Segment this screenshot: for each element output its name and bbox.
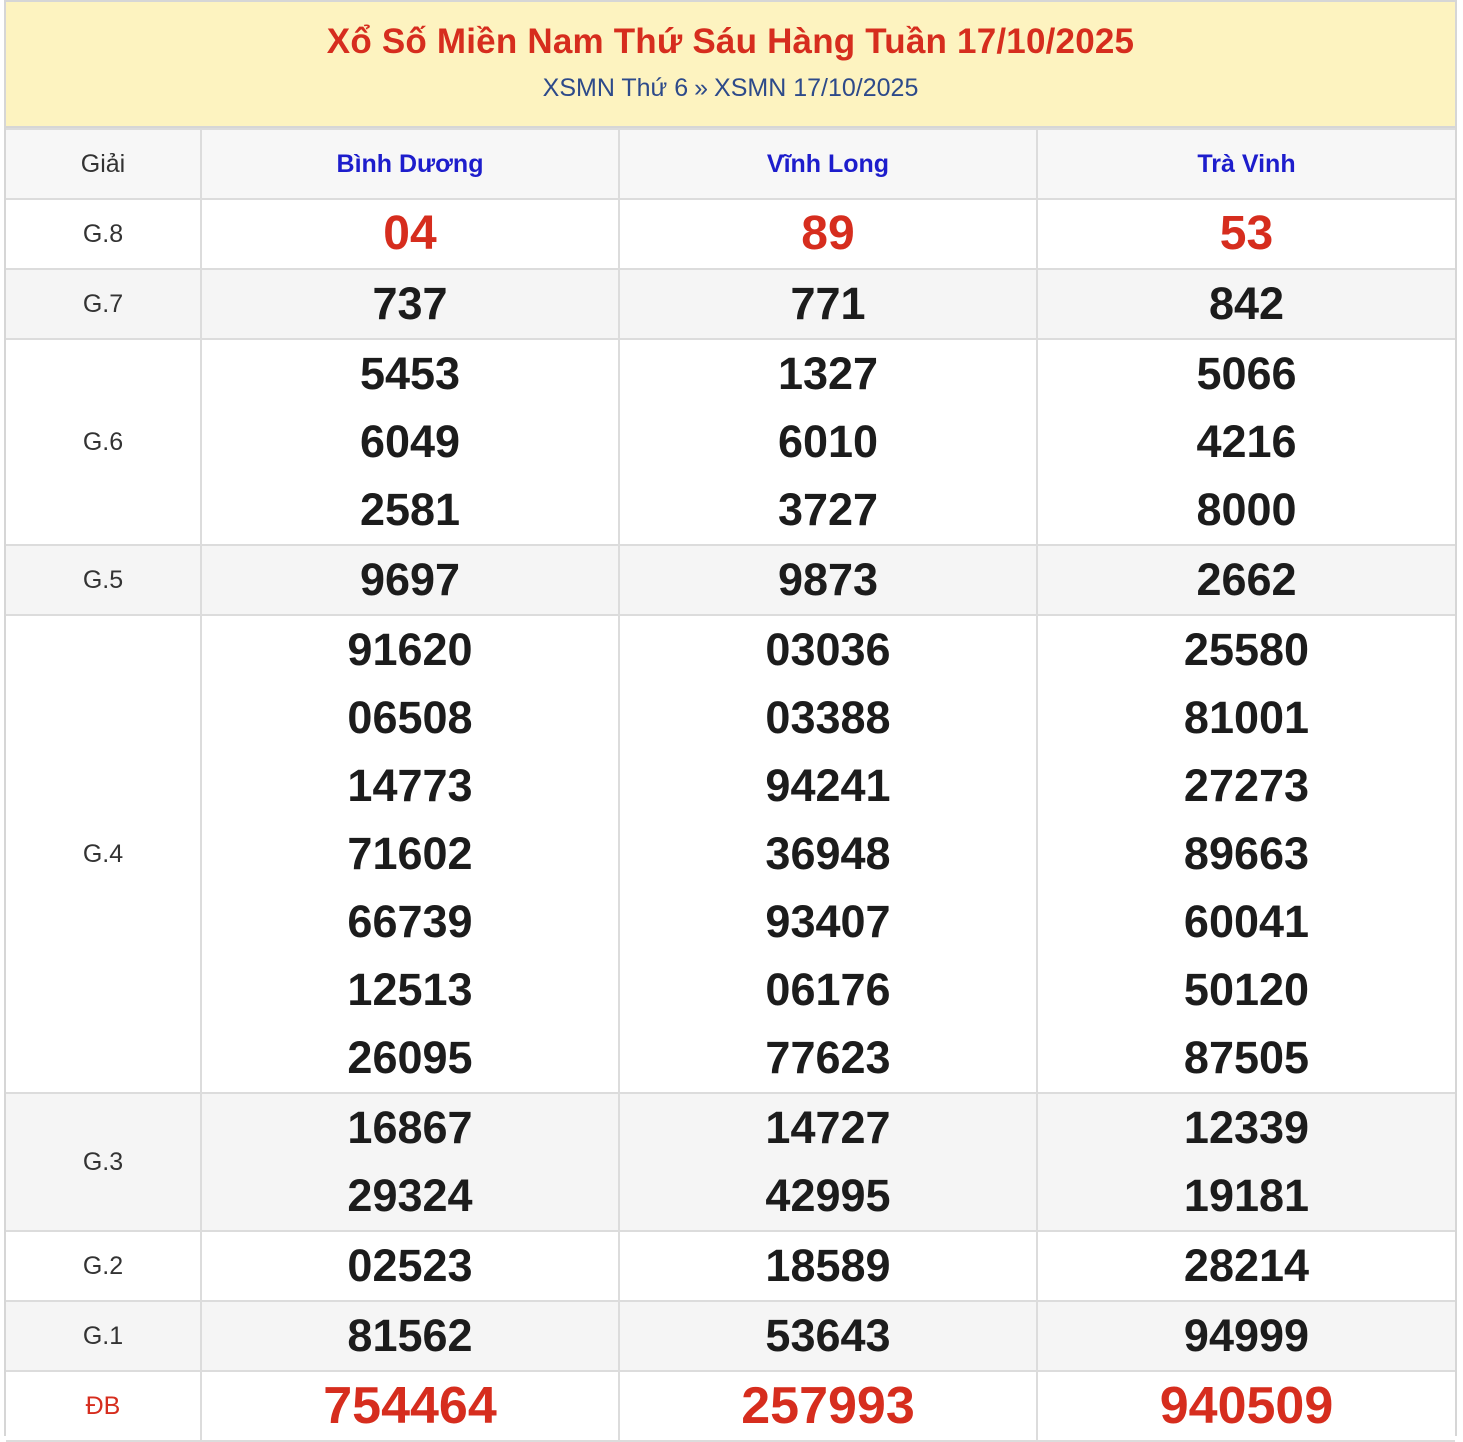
result-number: 02523 — [347, 1240, 473, 1291]
result-number: 6049 — [359, 416, 461, 467]
result-cell — [201, 1371, 619, 1441]
result-number: 940509 — [1159, 1377, 1334, 1435]
prize-label: G.3 — [6, 1093, 201, 1231]
result-number: 03388 — [765, 692, 891, 743]
province-header-vinh-long[interactable]: Vĩnh Long — [619, 129, 1037, 199]
result-cell — [619, 1371, 1037, 1441]
result-number: 53 — [1219, 207, 1274, 260]
table-row — [6, 1371, 1455, 1441]
result-number: 81001 — [1183, 692, 1310, 743]
result-number: 6010 — [777, 416, 879, 467]
prize-label: G.7 — [6, 269, 201, 339]
breadcrumb-link-weekday[interactable]: XSMN Thứ 6 — [542, 74, 689, 102]
result-cell — [201, 1301, 619, 1371]
result-number: 257993 — [741, 1377, 915, 1435]
result-number: 9697 — [359, 554, 461, 605]
result-number: 26095 — [347, 1032, 473, 1083]
result-cell — [1037, 199, 1455, 269]
table-row — [6, 199, 1455, 269]
result-cell — [1037, 339, 1455, 545]
prize-label: G.6 — [6, 339, 201, 545]
prize-label: G.2 — [6, 1231, 201, 1301]
prize-column-header: Giải — [6, 129, 201, 199]
prize-label: ĐB — [6, 1371, 201, 1441]
result-number: 771 — [790, 278, 866, 329]
results-body — [6, 199, 1455, 1441]
breadcrumb-link-date[interactable]: XSMN 17/10/2025 — [714, 74, 919, 102]
result-cell — [1037, 1371, 1455, 1441]
result-number: 4216 — [1196, 416, 1297, 467]
result-number: 2581 — [359, 484, 461, 535]
result-number: 14773 — [347, 760, 473, 811]
result-number: 8000 — [1196, 484, 1297, 535]
result-cell — [1037, 1231, 1455, 1301]
result-number: 25580 — [1183, 624, 1310, 675]
result-number: 28214 — [1183, 1240, 1310, 1291]
table-header-row — [6, 129, 1455, 199]
result-number: 12339 — [1183, 1102, 1310, 1153]
table-row — [6, 545, 1455, 615]
result-number: 5453 — [359, 348, 461, 399]
result-number: 29324 — [347, 1170, 473, 1221]
result-number: 3727 — [777, 484, 879, 535]
result-number: 2662 — [1196, 554, 1297, 605]
result-number: 93407 — [765, 896, 891, 947]
result-cell — [619, 1093, 1037, 1231]
result-number: 06176 — [765, 964, 891, 1015]
result-cell — [201, 1093, 619, 1231]
result-cell — [201, 545, 619, 615]
breadcrumb-separator: » — [694, 74, 709, 102]
result-number: 50120 — [1183, 964, 1310, 1015]
province-header-binh-duong[interactable]: Bình Dương — [201, 129, 619, 199]
result-cell — [201, 615, 619, 1093]
result-cell — [619, 199, 1037, 269]
result-number: 71602 — [347, 828, 473, 879]
prize-label: G.8 — [6, 199, 201, 269]
result-number: 737 — [372, 278, 448, 329]
result-cell — [619, 1301, 1037, 1371]
result-cell — [619, 339, 1037, 545]
result-number: 9873 — [777, 554, 879, 605]
result-number: 60041 — [1183, 896, 1310, 947]
result-number: 89663 — [1183, 828, 1310, 879]
result-number: 12513 — [347, 964, 473, 1015]
result-number: 16867 — [347, 1102, 473, 1153]
result-cell — [619, 545, 1037, 615]
result-number: 77623 — [765, 1032, 891, 1083]
result-cell — [201, 1231, 619, 1301]
result-number: 19181 — [1183, 1170, 1310, 1221]
result-number: 754464 — [323, 1377, 497, 1435]
result-cell — [201, 269, 619, 339]
result-cell — [619, 1231, 1037, 1301]
table-row — [6, 615, 1455, 1093]
result-cell — [1037, 269, 1455, 339]
result-number: 94999 — [1183, 1310, 1310, 1361]
result-cell — [201, 339, 619, 545]
result-number: 66739 — [347, 896, 473, 947]
result-number: 842 — [1208, 278, 1285, 329]
result-number: 81562 — [347, 1310, 473, 1361]
result-number: 18589 — [765, 1240, 891, 1291]
breadcrumb — [6, 74, 1455, 103]
result-cell — [1037, 1093, 1455, 1231]
result-number: 42995 — [765, 1170, 891, 1221]
province-header-tra-vinh[interactable]: Trà Vinh — [1037, 129, 1455, 199]
result-number: 36948 — [765, 828, 891, 879]
result-number: 94241 — [765, 760, 891, 811]
table-row — [6, 269, 1455, 339]
result-number: 91620 — [347, 624, 473, 675]
results-panel — [4, 0, 1457, 1436]
result-number: 14727 — [765, 1102, 891, 1153]
result-number: 27273 — [1183, 760, 1310, 811]
result-number: 04 — [383, 207, 437, 260]
table-row — [6, 1231, 1455, 1301]
results-header — [6, 2, 1455, 128]
result-number: 87505 — [1183, 1032, 1310, 1083]
result-number: 1327 — [777, 348, 879, 399]
table-row — [6, 1301, 1455, 1371]
result-number: 53643 — [765, 1310, 891, 1361]
result-cell — [619, 269, 1037, 339]
result-number: 89 — [801, 207, 855, 260]
prize-label: G.1 — [6, 1301, 201, 1371]
result-number: 03036 — [765, 624, 891, 675]
results-table — [6, 128, 1455, 1442]
result-number: 5066 — [1196, 348, 1297, 399]
prize-label: G.5 — [6, 545, 201, 615]
result-cell — [1037, 545, 1455, 615]
result-cell — [619, 615, 1037, 1093]
page-title: Xổ Số Miền Nam Thứ Sáu Hàng Tuần 17/10/2025 — [326, 22, 1135, 61]
table-row — [6, 1093, 1455, 1231]
result-cell — [201, 199, 619, 269]
result-cell — [1037, 615, 1455, 1093]
result-cell — [1037, 1301, 1455, 1371]
table-row — [6, 339, 1455, 545]
result-number: 06508 — [347, 692, 473, 743]
prize-label: G.4 — [6, 615, 201, 1093]
